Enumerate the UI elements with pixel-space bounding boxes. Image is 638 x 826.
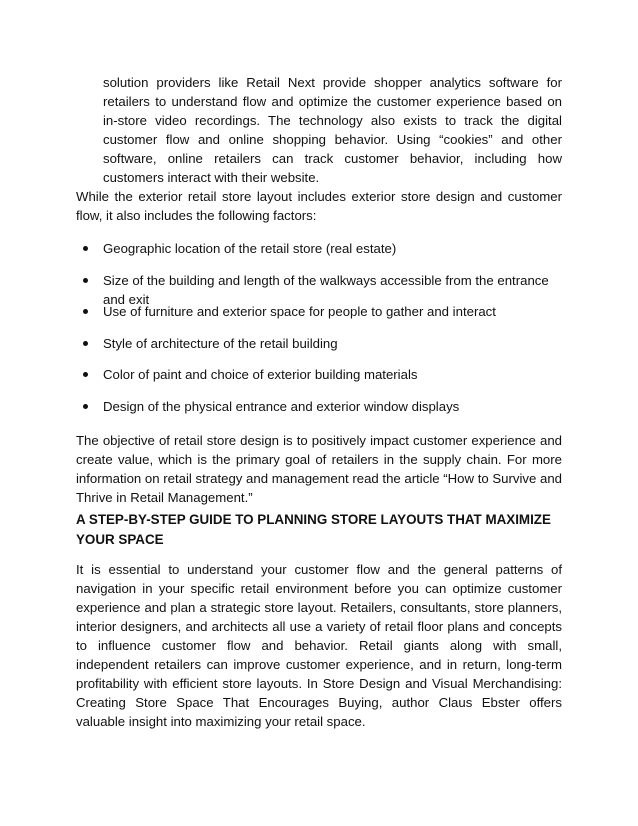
list-item [76,334,562,353]
page-content [76,73,562,731]
bullet-icon [83,309,88,314]
exterior-paragraph: While the exterior retail store layout includes exterior store design and customer flow, it also includes the following factors: [76,189,562,223]
guide-paragraph: It is essential to understand your customer flow and the general patterns of navigation in your specific retail environment before you can optimize customer experience and plan a strategic store layout. Retailers, consultants, store planners, interior designers, and architects all use a variety of retail floor plans and concepts to influence customer flow and behavior. Retail giants along with small, independent retailers can improve customer experience, and in return, long-term profitability with efficient store layouts. In Store Design and Visual Merchandising: Creating Store Space That Encourages Buying, author Claus Ebster offers valuable insight into maximizing your retail space. [76,562,562,729]
factor-text: Geographic location of the retail store (real estate) [103,241,397,256]
section-heading: A STEP-BY-STEP GUIDE TO PLANNING STORE LAYOUTS THAT MAXIMIZE YOUR SPACE [76,512,551,547]
list-item [76,271,562,307]
factor-text: Use of furniture and exterior space for people to gather and interact [103,304,496,319]
factor-text: Color of paint and choice of exterior building materials [103,367,418,382]
bullet-icon [83,246,88,251]
factor-text: Size of the building and length of the walkways accessible from the entrance and exit [103,272,549,307]
objective-paragraph: The objective of retail store design is to positively impact customer experience and create value, which is the primary goal of retailers in the supply chain. For more information on retail strategy and management read the article “How to Survive and Thrive in Retail Management.” [76,433,562,505]
bullet-icon [83,372,88,377]
factor-text: Style of architecture of the retail building [103,335,338,351]
list-item [76,365,562,384]
bullet-icon [83,341,88,346]
factors-list [76,239,562,416]
list-item [76,397,562,416]
factor-text: Design of the physical entrance and exterior window displays [103,398,460,414]
bullet-icon [83,278,88,283]
bullet-icon [83,404,88,409]
list-item [76,239,562,258]
intro-paragraph: solution providers like Retail Next provide shopper analytics software for retailers to understand flow and optimize the customer experience based on in-store video recordings. The technology also exists to track the digital customer flow and online shopping behavior. Using “cookies” and other software, online retailers can track customer behavior, including how customers interact with their website. [103,75,562,185]
list-item [76,302,562,321]
